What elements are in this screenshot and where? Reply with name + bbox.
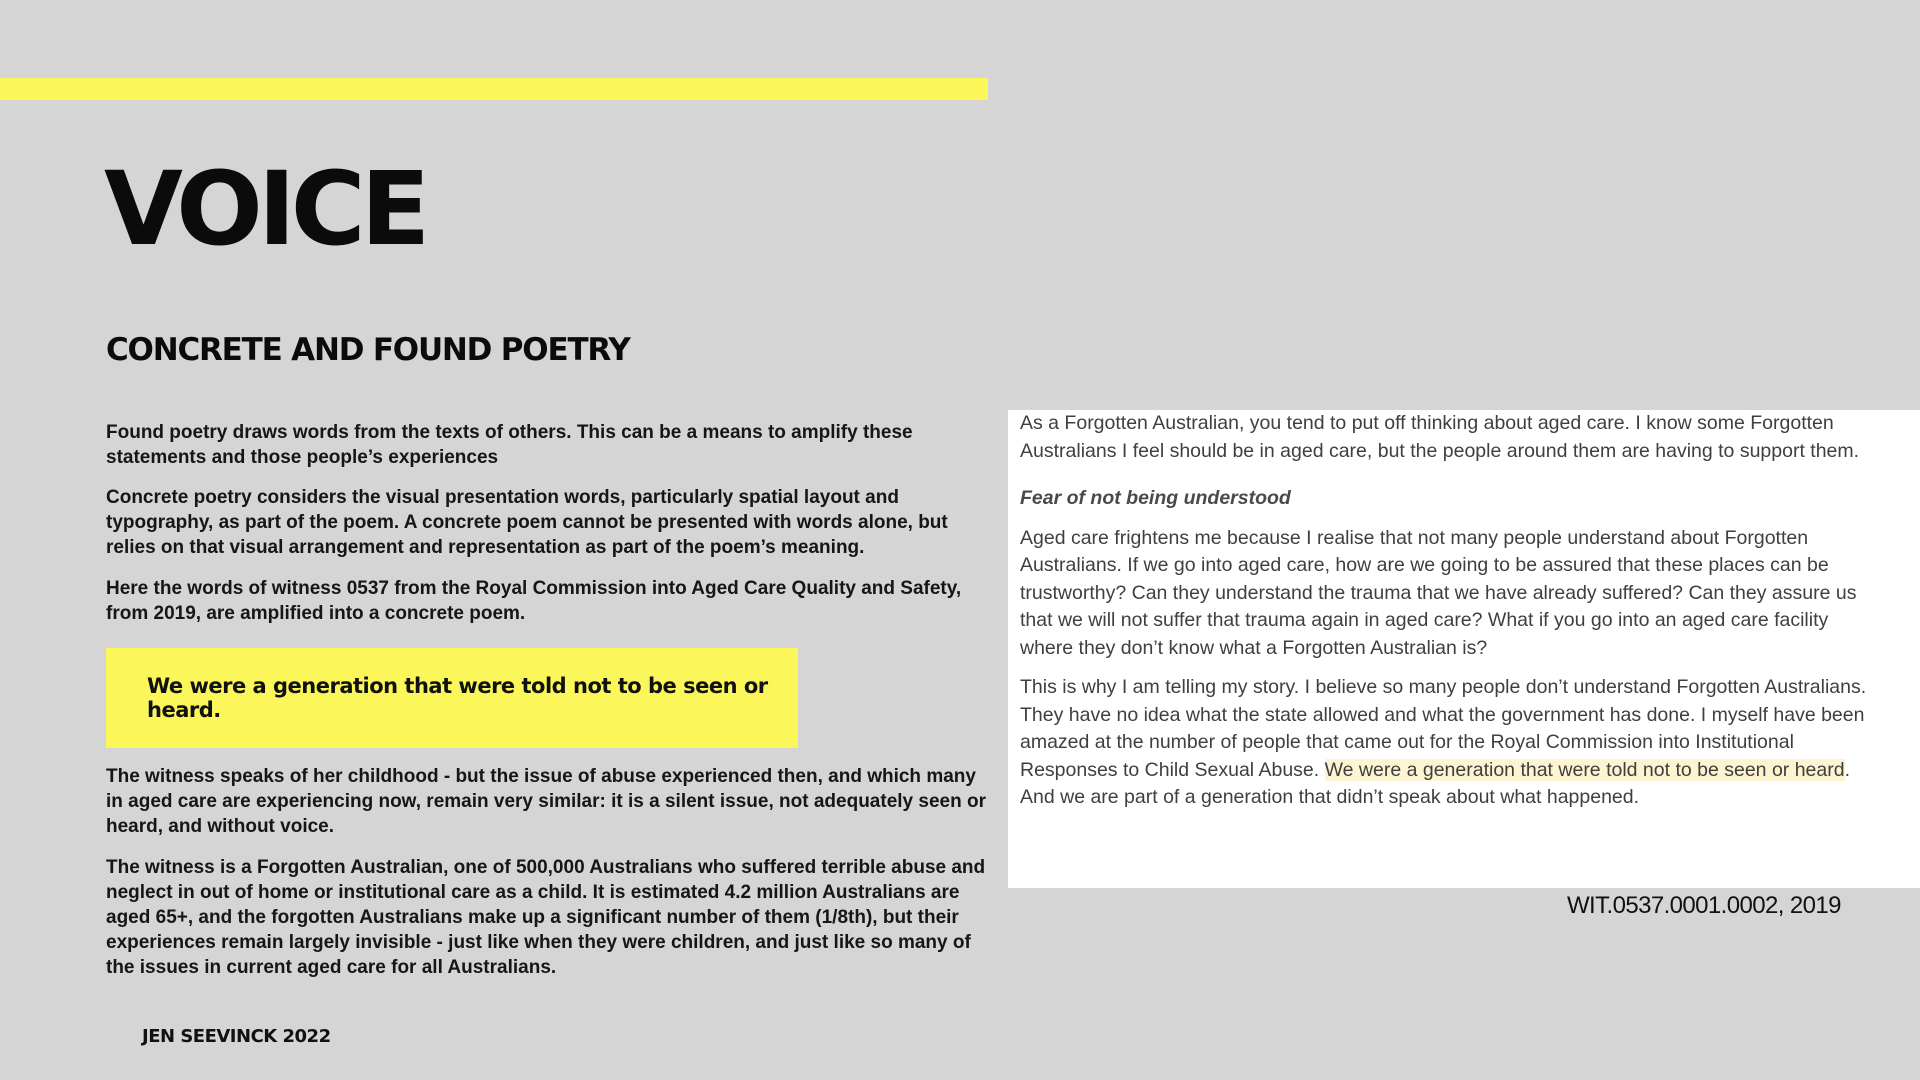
slide-title: VOICE xyxy=(104,150,426,269)
paragraph-concrete-poetry: Concrete poetry considers the visual presentation words, particularly spatial layout and typography, as part of the poem. A concrete poem cannot be presented with words alone, but relies on that visual arrangement and representation as part of the poem’s meaning. xyxy=(106,487,948,558)
author-credit: JEN SEEVINCK 2022 xyxy=(142,1026,331,1047)
slide-subtitle: CONCRETE AND FOUND POETRY xyxy=(106,332,630,368)
excerpt-text: . And we are part of a generation that didn’t speak about what happened. xyxy=(1020,758,1850,808)
paragraph-witness-intro: Here the words of witness 0537 from the Royal Commission into Aged Care Quality and Safety, from 2019, are amplified into a concrete poem. xyxy=(106,578,962,624)
testimony-excerpt xyxy=(1008,410,1920,888)
accent-bar xyxy=(0,78,988,100)
excerpt-heading: Fear of not being understood xyxy=(1020,487,1291,509)
quote-callout xyxy=(106,648,798,748)
paragraph-found-poetry: Found poetry draws words from the texts of others. This can be a means to amplify these statements and those people’s experiences xyxy=(106,422,913,468)
citation: WIT.0537.0001.0002, 2019 xyxy=(1567,892,1841,919)
paragraph-childhood: The witness speaks of her childhood - but the issue of abuse experienced then, and which many in aged care are experiencing now, remain very similar: it is a silent issue, not adequately seen or heard, and without voice. xyxy=(106,766,986,837)
excerpt-text: This is why I am telling my story. I believe so many people don’t understand Forgotten Australians. They have no idea what the state allowed and what the government has done. I myself have been amazed at the number of people that came out for the Royal Commission into Institutional Responses to Child Sexual Abuse. xyxy=(1020,676,1867,781)
excerpt-paragraph: Aged care frightens me because I realise that not many people understand about Forgotten Australians. If we go into aged care, how are we going to be assured that these places can be trustworthy? Can they understand the trauma that we have already suffered? Can they assure us that we will not suffer that trauma again in aged care? What if you go into an aged care facility where they don’t know what a Forgotten Australian is? xyxy=(1020,526,1857,659)
quote-text: We were a generation that were told not to be seen or heard. xyxy=(147,674,768,722)
paragraph-forgotten-australian: The witness is a Forgotten Australian, one of 500,000 Australians who suffered terrible abuse and neglect in out of home or institutional care as a child. It is estimated 4.2 million Australians are aged 65+, and the forgotten Australians make up a significant number of them (1/8th), but their experiences remain largely invisible - just like when they were children, and just like so many of the issues in current aged care for all Australians. xyxy=(106,857,986,978)
excerpt-paragraph: As a Forgotten Australian, you tend to put off thinking about aged care. I know some Forgotten Australians I feel should be in aged care, but the people around them are having to support them. xyxy=(1020,412,1860,462)
excerpt-paragraph xyxy=(1020,674,1880,812)
excerpt-highlight: We were a generation that were told not to be seen or heard xyxy=(1324,758,1845,781)
